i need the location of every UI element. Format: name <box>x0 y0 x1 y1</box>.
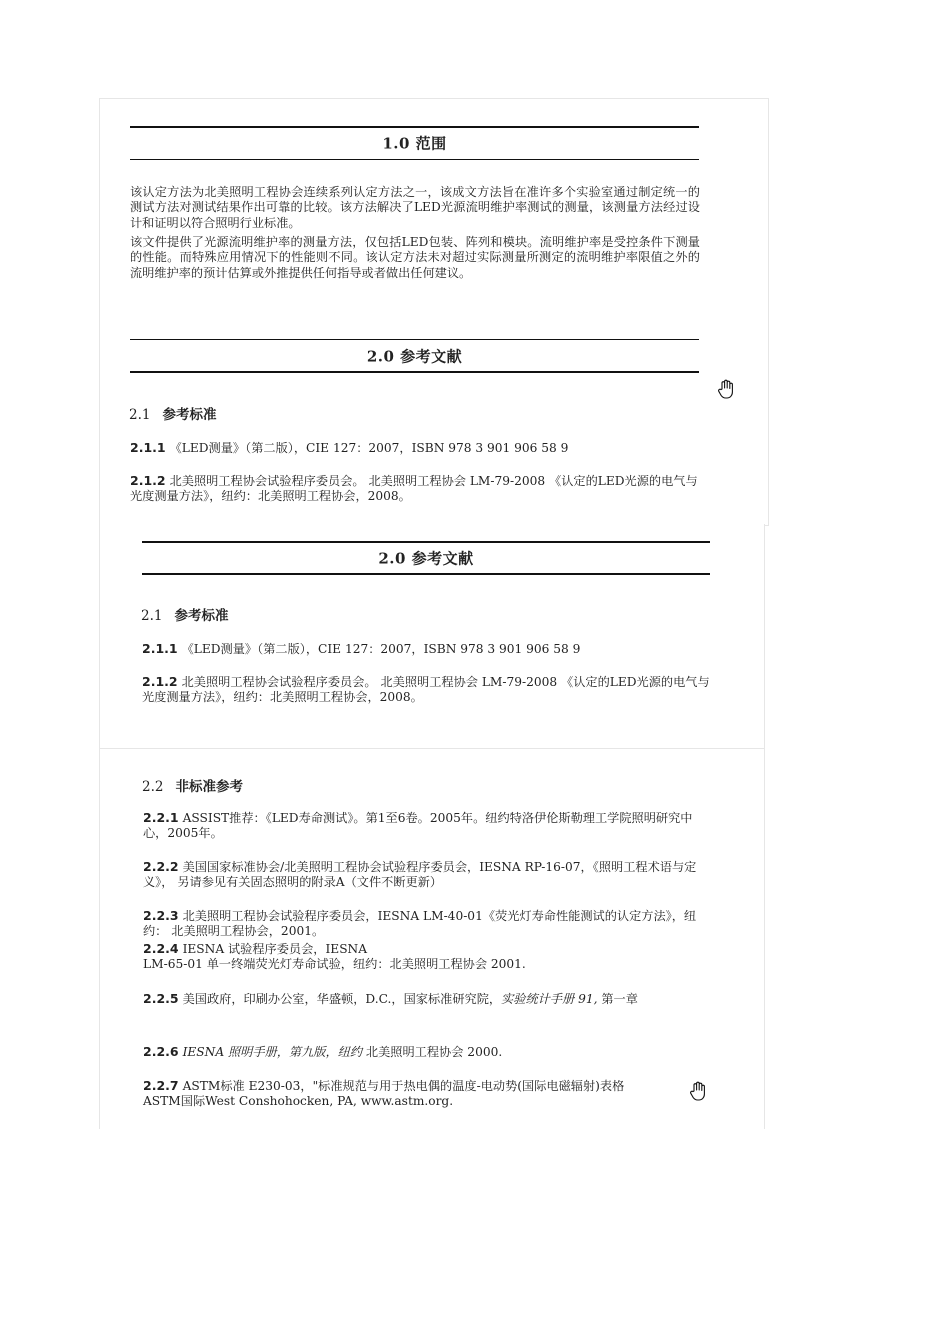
reference-text: 北美照明工程协会试验程序委员会。 北美照明工程协会 LM-79-2008 《认定的LED光源的电气与光度测量方法》，纽约：北美照明工程协会，2008。 <box>142 675 710 705</box>
subsection-number: 2.1 <box>129 407 151 423</box>
subsection-label: 参考标准 <box>174 608 229 624</box>
subsection-label: 非标准参考 <box>175 779 243 795</box>
reference-2-2-4 <box>143 941 711 973</box>
reference-title-italic: IESNA 照明手册，第九版，纽约 <box>182 1045 363 1059</box>
reference-text: 北美照明工程协会试验程序委员会。 北美照明工程协会 LM-79-2008 《认定的LED光源的电气与光度测量方法》，纽约：北美照明工程协会，2008。 <box>130 474 698 504</box>
section-heading-scope <box>130 126 699 160</box>
reference-number: 2.1.1 <box>130 440 166 455</box>
heading-text: 1.0 范围 <box>382 134 447 153</box>
reference-text: 《LED测量》（第二版），CIE 127：2007，ISBN 978 3 901 906 58 9 <box>169 441 569 455</box>
reference-text: 美国国家标准协会/北美照明工程协会试验程序委员会，IESNA RP-16-07，《照明工程术语与定义》， 另请参见有关固态照明的附录A（文件不断更新） <box>143 860 697 890</box>
reference-text-continued: ASTM国际West Conshohocken, PA, www.astm.org. <box>143 1094 454 1109</box>
reference-text: IESNA 试验程序委员会，IESNA <box>182 942 368 956</box>
reference-number: 2.2.6 <box>143 1044 179 1059</box>
reference-text: ASSIST推荐：《LED寿命测试》。第1至6卷。2005年。纽约特洛伊伦斯勒理工学院照明研究中心，2005年。 <box>143 811 693 841</box>
heading-text: 2.0 参考文献 <box>378 549 474 568</box>
reference-2-1-2 <box>130 473 700 505</box>
reference-2-2-6 <box>143 1044 711 1060</box>
reference-text: 《LED测量》（第二版），CIE 127：2007，ISBN 978 3 901 906 58 9 <box>181 642 581 656</box>
reference-number: 2.2.3 <box>143 908 179 923</box>
reference-number: 2.1.2 <box>142 674 178 689</box>
reference-text-tail: 北美照明工程协会 2000. <box>362 1045 503 1059</box>
reference-number: 2.2.5 <box>143 991 179 1006</box>
heading-text: 2.0 参考文献 <box>366 347 463 366</box>
page-panel-3 <box>99 748 765 1129</box>
reference-number: 2.2.7 <box>143 1078 179 1093</box>
reference-text: 美国政府，印刷办公室，华盛顿，D.C.，国家标准研究院， <box>182 992 502 1006</box>
hand-cursor-icon <box>716 378 738 400</box>
scope-paragraph-1: 该认定方法为北美照明工程协会连续系列认定方法之一，该成文方法旨在准许多个实验室通过制定统一的测试方法对测试结果作出可靠的比较。该方法解决了LED光源流明维护率测试的测量，该测量方法经过设计和证明以符合照明行业标准。 <box>130 185 700 230</box>
reference-2-2-2 <box>143 859 711 891</box>
reference-text-continued: LM-65-01 单一终端荧光灯寿命试验，纽约：北美照明工程协会 2001. <box>143 957 526 972</box>
reference-text: 北美照明工程协会试验程序委员会，IESNA LM-40-01《荧光灯寿命性能测试的认定方法》，纽约： 北美照明工程协会，2001。 <box>143 909 697 939</box>
reference-number: 2.1.1 <box>142 641 178 656</box>
reference-number: 2.2.1 <box>143 810 179 825</box>
reference-text: ASTM标准 E230-03，"标准规范与用于热电偶的温度-电动势(国际电磁辐射)表格 <box>182 1079 625 1093</box>
reference-2-2-7 <box>143 1078 703 1110</box>
scope-paragraph-2: 该文件提供了光源流明维护率的测量方法，仅包括LED包装、阵列和模块。流明维护率是受控条件下测量的性能。而特殊应用情况下的性能则不同。该认定方法未对超过实际测量所测定的流明维护率限值之外的流明维护率的预计估算或外推提供任何指导或者做出任何建议。 <box>130 235 700 280</box>
reference-title-italic: 实验统计手册 91, <box>501 992 598 1006</box>
reference-text-tail: 第一章 <box>597 992 638 1006</box>
page-panel-2 <box>99 524 765 748</box>
reference-2-2-1 <box>143 810 711 842</box>
section-heading-references <box>130 339 699 373</box>
subsection-2-1 <box>129 403 216 423</box>
reference-2-2-3 <box>143 908 711 940</box>
reference-2-2-5 <box>143 991 711 1007</box>
reference-number: 2.1.2 <box>130 473 166 488</box>
page-panel-1 <box>99 98 769 526</box>
hand-cursor-icon <box>688 1080 710 1102</box>
reference-2-1-2 <box>142 674 712 706</box>
section-heading-references <box>142 541 710 575</box>
reference-2-1-1 <box>142 641 712 657</box>
subsection-2-2 <box>142 775 243 795</box>
reference-number: 2.2.4 <box>143 941 179 956</box>
subsection-number: 2.2 <box>142 779 164 795</box>
subsection-label: 参考标准 <box>162 407 217 423</box>
reference-2-1-1 <box>130 440 700 456</box>
subsection-2-1 <box>141 604 228 624</box>
reference-number: 2.2.2 <box>143 859 179 874</box>
subsection-number: 2.1 <box>141 608 163 624</box>
